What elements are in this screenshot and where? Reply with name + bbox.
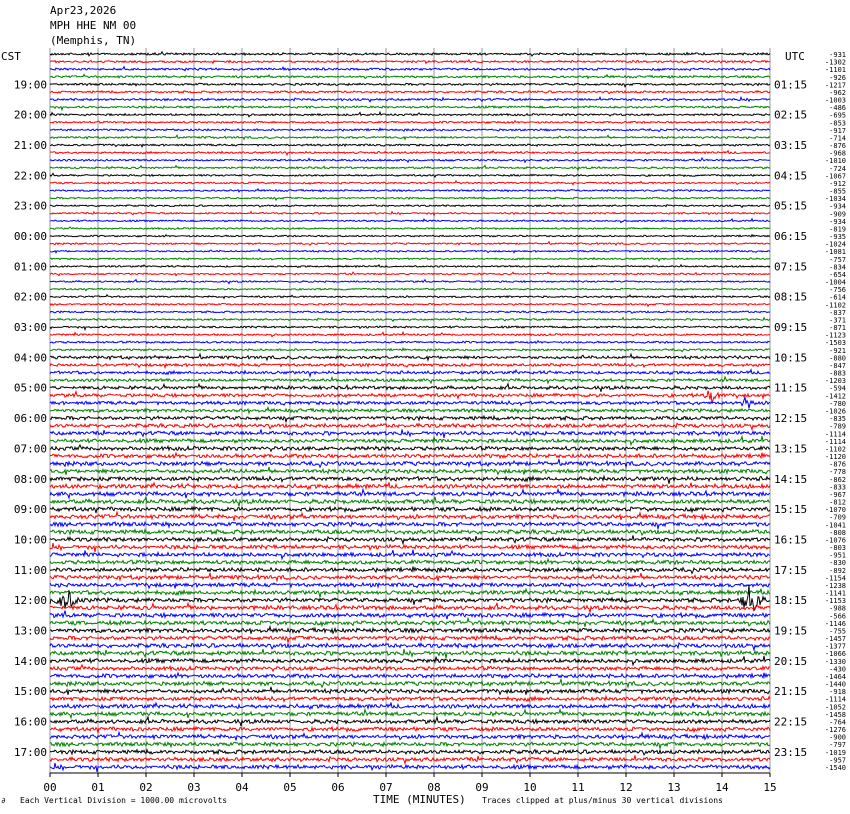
trace-offset-label: -1120 [824, 453, 846, 462]
trace-offset-label: -926 [829, 73, 846, 82]
trace-offset-label: -486 [829, 104, 846, 113]
trace-offset-label: -876 [829, 460, 846, 469]
trace-offset-label: -1302 [824, 58, 846, 67]
right-hour-label: 18:15 [774, 594, 808, 608]
trace-8 [50, 112, 770, 117]
trace-offset-label: -764 [829, 718, 846, 727]
trace-52 [50, 445, 770, 451]
trace-offset-label: -1067 [824, 172, 846, 181]
trace-offset-label: -900 [829, 733, 846, 742]
trace-34 [50, 311, 770, 313]
trace-93 [50, 755, 770, 763]
x-tick-label: 02 [139, 781, 153, 794]
trace-offset-label: -812 [829, 498, 846, 507]
trace-28 [50, 265, 770, 268]
x-axis-label: TIME (MINUTES) [373, 793, 466, 806]
trace-offset-label: -757 [829, 255, 846, 264]
trace-26 [50, 249, 770, 252]
right-hour-label: 02:15 [774, 108, 808, 122]
left-hour-label: 04:00 [13, 351, 47, 365]
left-hour-label: 14:00 [13, 654, 47, 668]
trace-41 [50, 363, 770, 367]
trace-offset-label: -892 [829, 566, 846, 575]
trace-17 [50, 181, 770, 185]
right-hour-label: 09:15 [774, 321, 808, 335]
left-hour-labels [14, 78, 47, 758]
trace-23 [50, 227, 770, 230]
trace-offset-label: -778 [829, 468, 846, 477]
trace-48 [50, 416, 770, 422]
trace-offset-label: -724 [829, 164, 846, 173]
header-station: MPH HHE NM 00 [50, 19, 137, 32]
trace-offset-label: -1146 [824, 619, 846, 628]
trace-24 [50, 235, 770, 237]
trace-89 [50, 727, 770, 733]
left-hour-label: 01:00 [13, 260, 47, 274]
trace-offset-label: -862 [829, 475, 846, 484]
x-tick-label: 01 [91, 781, 105, 794]
trace-84 [50, 687, 770, 695]
trace-offset-label: -934 [829, 202, 846, 211]
trace-offset-label: -909 [829, 210, 846, 219]
trace-57 [50, 482, 770, 489]
trace-83 [50, 679, 770, 687]
trace-offset-label: -1217 [824, 81, 846, 90]
right-hour-label: 07:15 [774, 260, 808, 274]
x-tick-label: 07 [379, 781, 393, 794]
left-hour-label: 09:00 [13, 503, 47, 517]
trace-35 [50, 318, 770, 322]
trace-3 [50, 74, 770, 78]
trace-49 [50, 423, 770, 429]
trace-offset-label: -1540 [824, 764, 846, 772]
trace-21 [50, 212, 770, 216]
trace-40 [50, 354, 770, 360]
trace-offset-label: -968 [829, 149, 846, 158]
trace-94 [50, 763, 770, 772]
x-tick-label: 09 [475, 781, 489, 794]
trace-offset-label: -1010 [824, 157, 846, 166]
scale-note: Each Vertical Division = 1000.00 microvolts [20, 796, 228, 805]
right-hour-label: 01:15 [774, 78, 808, 92]
trace-offset-label: -880 [829, 354, 846, 363]
trace-offset-label: -962 [829, 88, 846, 97]
trace-54 [50, 459, 770, 467]
trace-offset-label: -876 [829, 142, 846, 151]
right-hour-label: 13:15 [774, 442, 808, 456]
header-location: (Memphis, TN) [50, 34, 137, 47]
trace-offset-label: -883 [829, 369, 846, 378]
right-hour-label: 06:15 [774, 230, 808, 244]
trace-offset-label: -1004 [824, 278, 846, 287]
trace-70 [50, 583, 770, 588]
trace-offset-label: -833 [829, 483, 846, 492]
x-tick-label: 04 [235, 781, 249, 794]
trace-offset-label: -834 [829, 263, 846, 272]
right-hour-label: 19:15 [774, 624, 808, 638]
trace-25 [50, 242, 770, 245]
trace-offset-label: -714 [829, 134, 846, 143]
left-hour-label: 08:00 [13, 472, 47, 486]
left-hour-label: 03:00 [13, 321, 47, 335]
trace-16 [50, 173, 770, 177]
trace-81 [50, 665, 770, 671]
left-hour-label: 12:00 [13, 594, 47, 608]
left-hour-label: 16:00 [13, 715, 47, 729]
trace-offset-label: -1102 [824, 301, 846, 310]
left-hour-label: 13:00 [13, 624, 47, 638]
trace-offset-label: -1114 [824, 437, 846, 446]
trace-77 [50, 636, 770, 643]
trace-offset-label: -1102 [824, 445, 846, 454]
trace-75 [50, 618, 770, 626]
trace-offset-label: -756 [829, 286, 846, 295]
trace-offset-label: -830 [829, 559, 846, 568]
left-hour-label: 21:00 [13, 139, 47, 153]
trace-offset-label: -912 [829, 179, 846, 188]
trace-19 [50, 197, 770, 200]
trace-offset-label: -951 [829, 551, 846, 560]
trace-offset-label: -1123 [824, 331, 846, 340]
trace-offset-label: -1377 [824, 642, 846, 651]
trace-offset-label: -819 [829, 225, 846, 234]
trace-44 [50, 384, 770, 392]
trace-offset-label: -1330 [824, 657, 846, 666]
trace-14 [50, 158, 770, 162]
trace-offset-label: -1153 [824, 597, 846, 606]
trace-offset-label: -614 [829, 293, 846, 302]
trace-offset-label: -1026 [824, 407, 846, 416]
trace-12 [50, 144, 770, 147]
x-tick-label: 12 [619, 781, 633, 794]
trace-4 [50, 83, 770, 87]
trace-42 [50, 370, 770, 376]
x-tick-label: 13 [667, 781, 681, 794]
trace-80 [50, 656, 770, 665]
right-hour-label: 03:15 [774, 139, 808, 153]
trace-71 [50, 589, 770, 598]
trace-39 [50, 348, 770, 351]
left-hour-label: 22:00 [13, 169, 47, 183]
trace-offset-label: -921 [829, 346, 846, 355]
trace-offset-label: -1076 [824, 536, 846, 545]
trace-32 [50, 295, 770, 299]
trace-offset-label: -1041 [824, 521, 846, 530]
left-hour-label: 17:00 [13, 745, 47, 759]
right-hour-label: 15:15 [774, 503, 808, 517]
trace-offset-label: -755 [829, 627, 846, 636]
trace-offset-label: -1003 [824, 96, 846, 105]
trace-offset-label: -1052 [824, 703, 846, 712]
trace-50 [50, 429, 770, 438]
trace-offset-label: -1141 [824, 589, 846, 598]
trace-5 [50, 91, 770, 94]
trace-offset-label: -1412 [824, 392, 846, 401]
x-tick-label: 00 [43, 781, 57, 794]
trace-offset-label: -1464 [824, 672, 846, 681]
trace-31 [50, 288, 770, 290]
right-hour-label: 22:15 [774, 715, 808, 729]
trace-74 [50, 611, 770, 620]
trace-27 [50, 258, 770, 261]
trace-38 [50, 341, 770, 343]
x-tick-label: 05 [283, 781, 297, 794]
trace-61 [50, 512, 770, 520]
trace-offset-label: -1070 [824, 506, 846, 515]
trace-offset-label: -1024 [824, 240, 846, 249]
trace-offset-label: -780 [829, 399, 846, 408]
trace-offset-label: -1066 [824, 650, 846, 659]
trace-78 [50, 643, 770, 650]
right-hour-label: 20:15 [774, 654, 808, 668]
trace-offset-label: -1457 [824, 635, 846, 644]
trace-58 [50, 489, 770, 498]
trace-offset-label: -803 [829, 544, 846, 553]
trace-66 [50, 550, 770, 559]
trace-offset-label: -1081 [824, 248, 846, 257]
left-hour-label: 11:00 [13, 563, 47, 577]
trace-offset-label: -1019 [824, 748, 846, 757]
right-hour-label: 08:15 [774, 290, 808, 304]
right-hour-label: 04:15 [774, 169, 808, 183]
trace-6 [50, 97, 770, 101]
trace-65 [50, 543, 770, 552]
right-hour-label: 12:15 [774, 412, 808, 426]
trace-64 [50, 535, 770, 543]
trace-91 [50, 742, 770, 748]
trace-15 [50, 165, 770, 170]
trace-offset-label: -797 [829, 741, 846, 750]
trace-offset-label: -855 [829, 187, 846, 196]
trace-1 [50, 60, 770, 64]
trace-offset-label: -837 [829, 308, 846, 317]
trace-7 [50, 106, 770, 110]
trace-46 [50, 397, 770, 408]
right-timezone-label: UTC [785, 50, 805, 63]
trace-offset-labels [825, 51, 846, 772]
trace-offset-label: -371 [829, 316, 846, 325]
trace-offset-label: -1238 [824, 581, 846, 590]
trace-60 [50, 507, 770, 513]
trace-offset-label: -835 [829, 415, 846, 424]
trace-47 [50, 407, 770, 413]
x-tick-label: 08 [427, 781, 441, 794]
right-hour-label: 11:15 [774, 381, 808, 395]
trace-9 [50, 121, 770, 123]
trace-36 [50, 326, 770, 330]
trace-76 [50, 627, 770, 634]
left-hour-label: 02:00 [13, 290, 47, 304]
trace-90 [50, 732, 770, 740]
trace-59 [50, 497, 770, 507]
trace-offset-label: -709 [829, 513, 846, 522]
trace-offset-label: -988 [829, 604, 846, 613]
left-hour-label: 19:00 [13, 78, 47, 92]
x-tick-label: 14 [715, 781, 729, 794]
trace-offset-label: -695 [829, 111, 846, 120]
left-hour-label: 15:00 [13, 685, 47, 699]
trace-offset-label: -934 [829, 217, 846, 226]
trace-45 [50, 391, 770, 404]
trace-0 [50, 52, 770, 56]
trace-33 [50, 303, 770, 306]
trace-offset-label: -853 [829, 119, 846, 128]
trace-56 [50, 476, 770, 484]
trace-87 [50, 710, 770, 718]
trace-62 [50, 522, 770, 529]
trace-offset-label: -1114 [824, 430, 846, 439]
trace-offset-label: -1458 [824, 710, 846, 719]
trace-offset-label: -1114 [824, 695, 846, 704]
right-hour-labels [774, 78, 807, 758]
left-hour-label: 00:00 [13, 230, 47, 244]
x-tick-label: 15 [763, 781, 777, 794]
right-hour-label: 16:15 [774, 533, 808, 547]
trace-offset-label: -918 [829, 688, 846, 697]
trace-offset-label: -871 [829, 324, 846, 333]
trace-11 [50, 135, 770, 139]
trace-67 [50, 559, 770, 564]
trace-85 [50, 696, 770, 703]
trace-offset-label: -957 [829, 756, 846, 765]
trace-82 [50, 673, 770, 679]
trace-68 [50, 567, 770, 574]
trace-offset-label: -566 [829, 612, 846, 621]
trace-offset-label: -789 [829, 422, 846, 431]
x-tick-label: 03 [187, 781, 201, 794]
header-date: Apr23,2026 [50, 4, 117, 17]
trace-69 [50, 573, 770, 581]
trace-offset-label: -1503 [824, 339, 846, 348]
left-hour-label: 07:00 [13, 442, 47, 456]
right-hour-label: 05:15 [774, 199, 808, 213]
trace-20 [50, 205, 770, 208]
trace-offset-label: -931 [829, 51, 846, 59]
trace-offset-label: -654 [829, 270, 846, 279]
trace-offset-label: -808 [829, 528, 846, 537]
x-tick-label: 06 [331, 781, 345, 794]
trace-2 [50, 67, 770, 71]
trace-offset-label: -1203 [824, 377, 846, 386]
x-tick-label: 11 [571, 781, 585, 794]
trace-88 [50, 717, 770, 726]
trace-offset-label: -1034 [824, 195, 846, 204]
trace-offset-label: -1154 [824, 574, 846, 583]
clip-note: Traces clipped at plus/minus 30 vertical divisions [482, 796, 723, 805]
trace-13 [50, 151, 770, 155]
trace-offset-label: -917 [829, 126, 846, 135]
trace-63 [50, 530, 770, 535]
right-hour-label: 23:15 [774, 745, 808, 759]
x-tick-label: 10 [523, 781, 537, 794]
trace-offset-label: -847 [829, 361, 846, 370]
trace-offset-label: -967 [829, 490, 846, 499]
trace-22 [50, 219, 770, 223]
left-hour-label: 06:00 [13, 412, 47, 426]
trace-73 [50, 603, 770, 613]
left-timezone-label: CST [1, 50, 21, 63]
right-hour-label: 21:15 [774, 685, 808, 699]
trace-37 [50, 332, 770, 337]
trace-offset-label: -935 [829, 233, 846, 242]
corner-mark: ∂ [1, 796, 6, 805]
trace-79 [50, 649, 770, 658]
left-hour-label: 23:00 [13, 199, 47, 213]
left-hour-label: 10:00 [13, 533, 47, 547]
right-hour-label: 10:15 [774, 351, 808, 365]
trace-29 [50, 272, 770, 275]
trace-86 [50, 703, 770, 709]
right-hour-label: 17:15 [774, 563, 808, 577]
trace-53 [50, 453, 770, 459]
trace-offset-label: -430 [829, 665, 846, 674]
trace-55 [50, 467, 770, 475]
left-hour-label: 20:00 [13, 108, 47, 122]
trace-43 [50, 377, 770, 383]
left-hour-label: 05:00 [13, 381, 47, 395]
trace-10 [50, 128, 770, 131]
trace-30 [50, 280, 770, 284]
trace-18 [50, 189, 770, 192]
trace-offset-label: -1440 [824, 680, 846, 689]
trace-group [50, 52, 770, 772]
trace-offset-label: -1101 [824, 66, 846, 75]
right-hour-label: 14:15 [774, 472, 808, 486]
trace-92 [50, 750, 770, 755]
trace-offset-label: -1276 [824, 726, 846, 735]
trace-offset-label: -594 [829, 384, 846, 393]
